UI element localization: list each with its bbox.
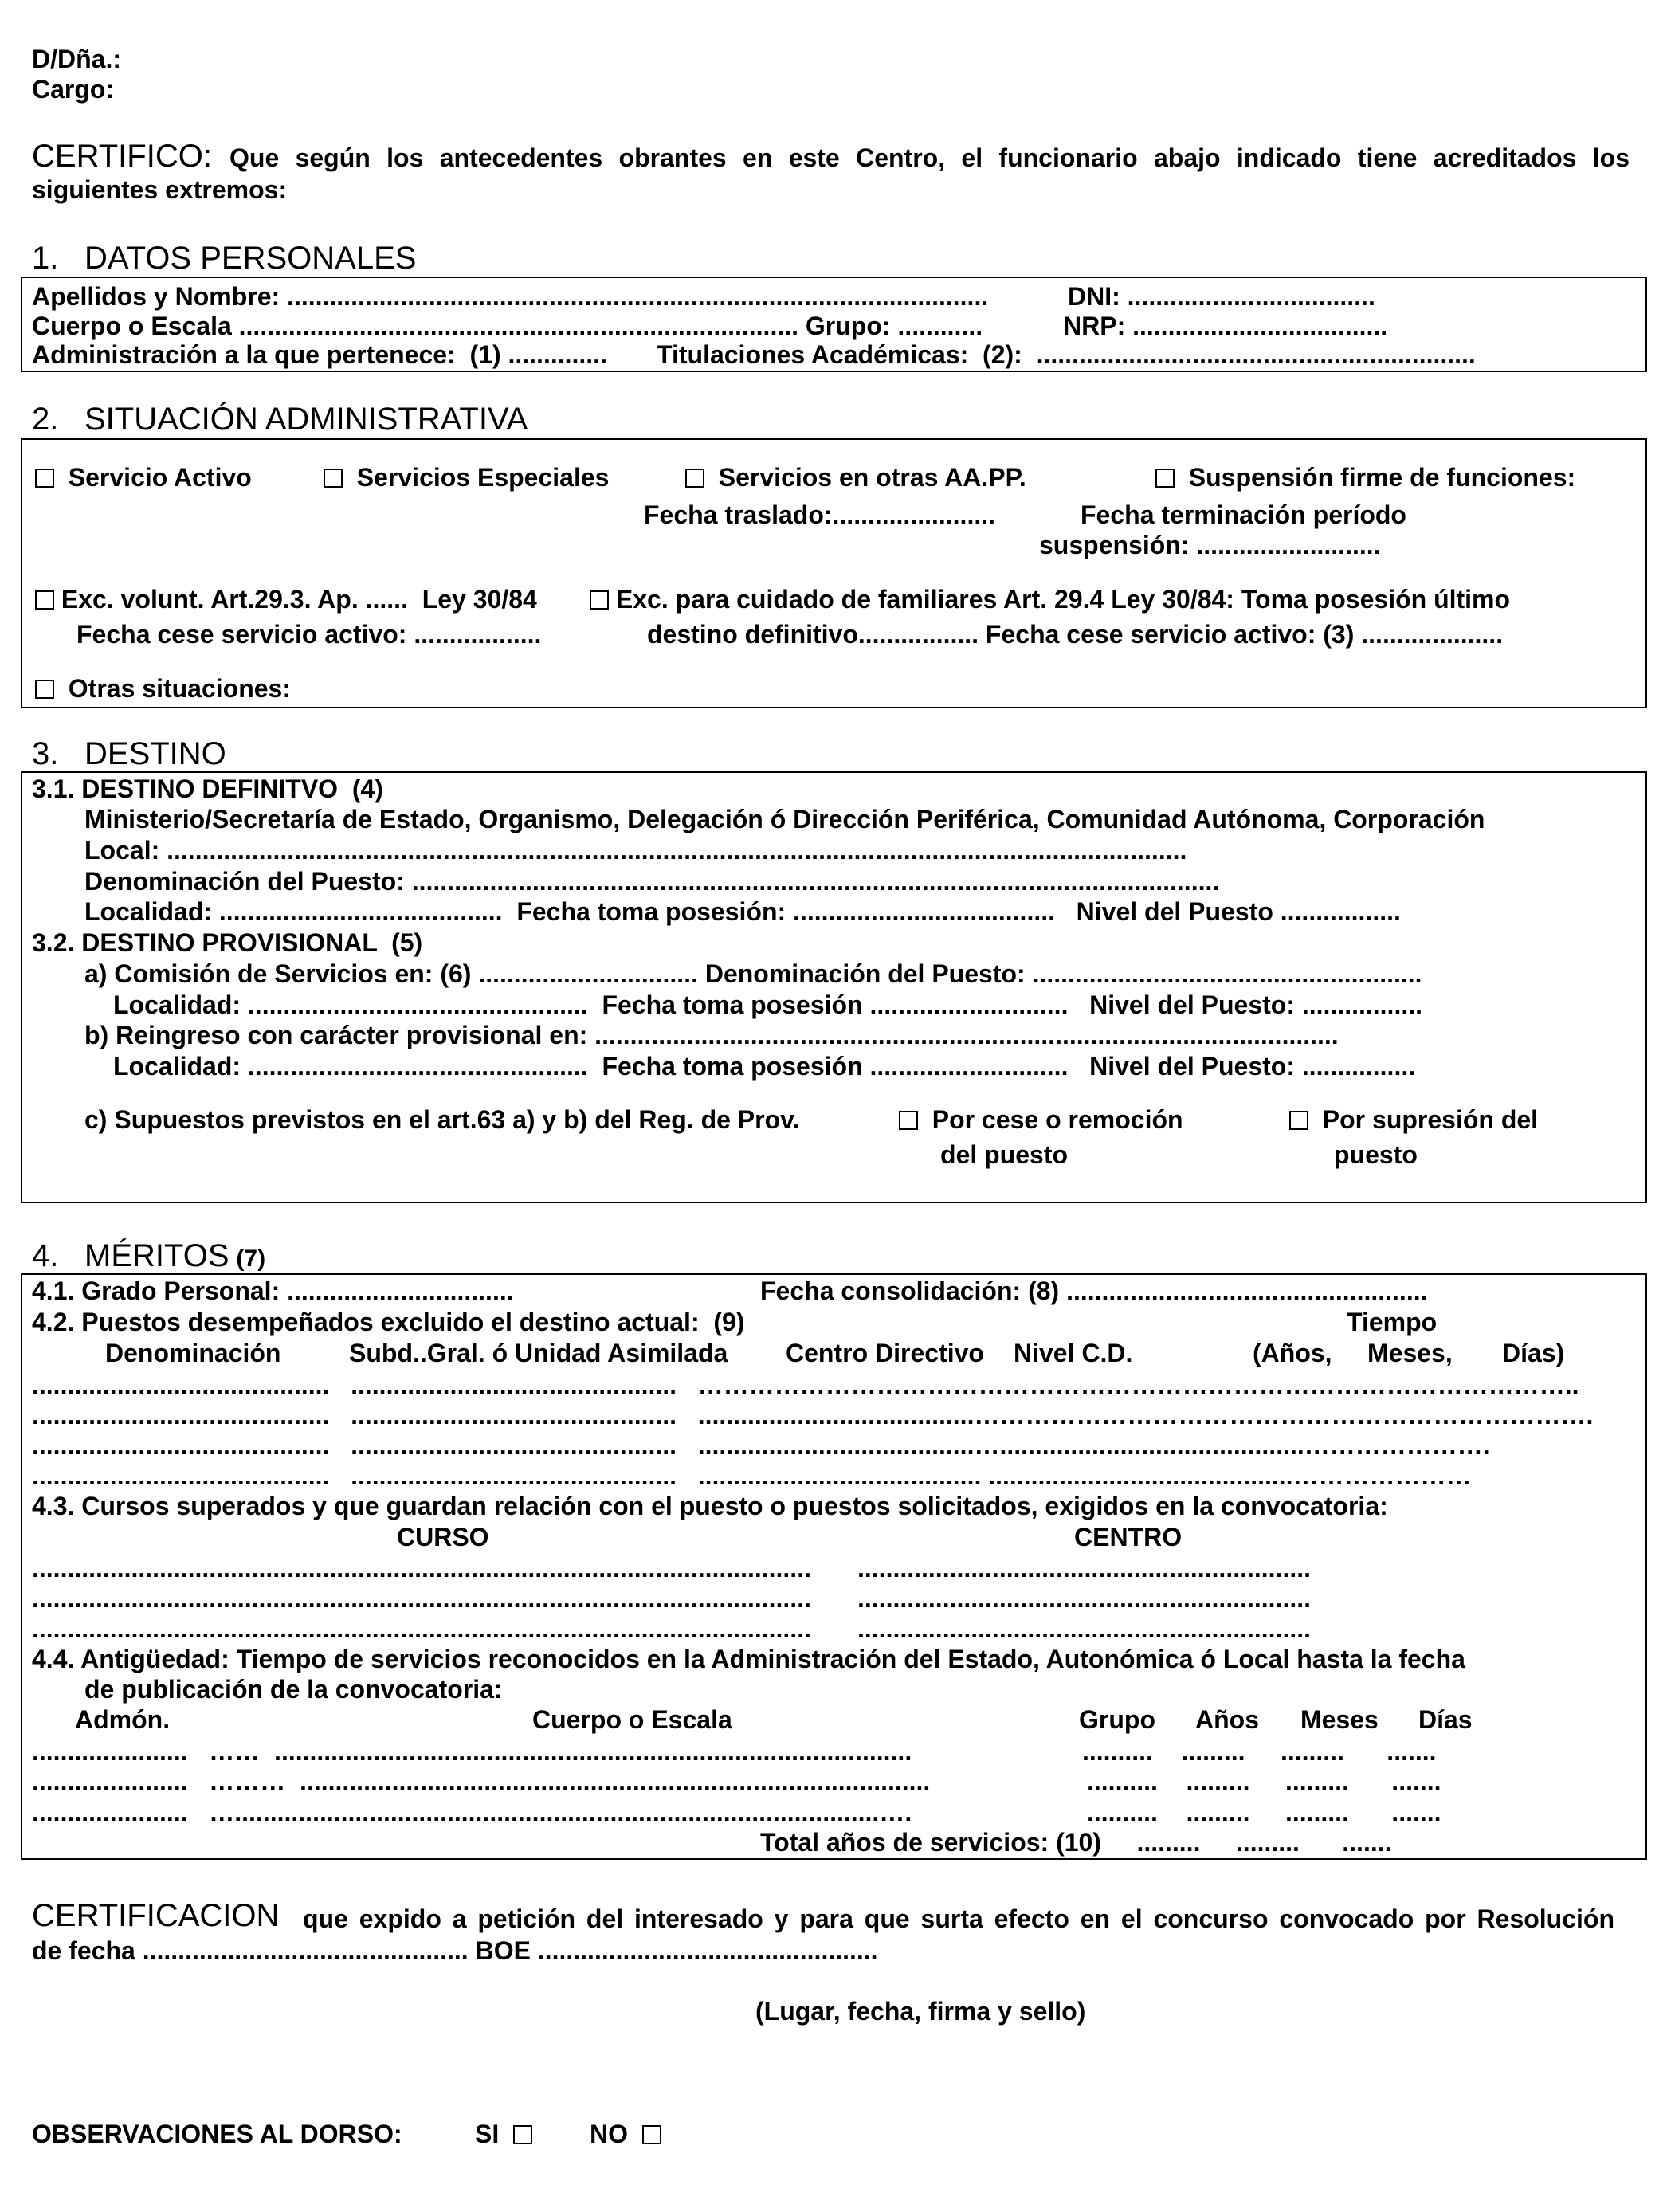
section-3-number: 3. xyxy=(32,736,59,771)
servicios-especiales-label: Servicios Especiales xyxy=(356,463,610,492)
otras-situaciones-label: Otras situaciones: xyxy=(68,674,291,703)
cargo-label: Cargo: xyxy=(32,75,115,104)
suspension-label: Suspensión firme de funciones: xyxy=(1188,463,1576,492)
fecha-consolidacion-field: Fecha consolidación: (8) ................................................... xyxy=(760,1277,1428,1305)
cese-remocion-label: Por cese o remoción xyxy=(932,1105,1183,1134)
obs-no-label: NO xyxy=(590,2120,628,2148)
supresion-label: Por supresión del xyxy=(1322,1105,1539,1134)
puestos-heading: 4.2. Puestos desempeñados excluido el destino actual: (9) xyxy=(32,1308,745,1336)
cursos-heading: 4.3. Cursos superados y que guardan relación con el puesto o puestos solicitados, exigidos en la convocatoria: xyxy=(32,1492,1388,1520)
grado-personal-field: 4.1. Grado Personal: ................................ xyxy=(32,1277,514,1305)
section-4-title: MÉRITOS xyxy=(84,1238,229,1273)
supuestos-label: c) Supuestos previstos en el art.63 a) y b) del Reg. de Prov. xyxy=(84,1105,800,1134)
observaciones-label: OBSERVACIONES AL DORSO: xyxy=(32,2120,402,2148)
denominacion-field: Denominación del Puesto: .................................................................................................................. xyxy=(84,867,1220,896)
checkbox-icon[interactable] xyxy=(35,469,54,488)
checkbox-icon[interactable] xyxy=(590,590,609,610)
section-2-number: 2. xyxy=(32,402,59,437)
col-tiempo: (Años, Meses, Días) xyxy=(1253,1339,1565,1367)
table-row: .......................................... .............................................. .......................................…...........................................…………………. xyxy=(32,1431,1490,1460)
destino-definitivo-field: destino definitivo................. Fecha cese servicio activo: (3) .................... xyxy=(647,620,1504,649)
col-dias: Días xyxy=(1418,1705,1473,1734)
servicio-activo-option[interactable] xyxy=(35,465,252,490)
table-row: ................................................................ xyxy=(857,1614,1311,1643)
administracion-field: Administración a la que pertenece: (1) .............. xyxy=(32,340,607,369)
total-servicios: Total años de servicios: (10) ......... ......... ....... xyxy=(760,1828,1392,1857)
reingreso-field: b) Reingreso con carácter provisional en: ......................................................................................................... xyxy=(84,1021,1339,1049)
dona-label: D/Dña.: xyxy=(32,45,121,73)
suspension-fecha-field: suspensión: .......................... xyxy=(1039,531,1381,559)
checkbox-icon[interactable] xyxy=(35,680,54,699)
exc-voluntaria-option[interactable] xyxy=(35,586,537,612)
section-4-title-wrap xyxy=(84,1240,265,1272)
servicios-especiales-option[interactable] xyxy=(324,465,609,490)
section-1-title: DATOS PERSONALES xyxy=(84,241,417,276)
section-3-title: DESTINO xyxy=(84,736,226,771)
table-row: .............................................................................................................. xyxy=(32,1554,811,1583)
certificacion-label: CERTIFICACION xyxy=(32,1898,280,1933)
supresion-option[interactable] xyxy=(1289,1107,1538,1132)
table-row: .......... ......... ......... ....... xyxy=(1082,1737,1437,1766)
table-row: .......................................... .............................................. .......................................………………………………………………………………. xyxy=(32,1401,1594,1430)
localidad-def-field: Localidad: ........................................ Fecha toma posesión: ..................................... Nivel del Puesto ................. xyxy=(84,897,1401,926)
checkbox-icon[interactable] xyxy=(1289,1111,1308,1130)
antiguedad-heading: 4.4. Antigüedad: Tiempo de servicios reconocidos en la Administración del Estado, Autonómica ó Local hasta la fecha xyxy=(32,1645,1465,1673)
certificacion-fecha: de fecha .............................................. BOE ................................................ xyxy=(32,1936,878,1965)
col-cuerpo: Cuerpo o Escala xyxy=(532,1705,732,1734)
col-meses: Meses xyxy=(1300,1705,1379,1734)
col-denominacion: Denominación xyxy=(105,1339,281,1367)
certifico-label: CERTIFICO: xyxy=(32,139,212,174)
local-field: Local: ................................................................................................................................................ xyxy=(84,836,1187,865)
exc-familiares-option[interactable] xyxy=(590,586,1510,612)
exc-familiares-label: Exc. para cuidado de familiares Art. 29.4 Ley 30/84: Toma posesión último xyxy=(615,585,1511,614)
checkbox-icon[interactable] xyxy=(1155,469,1175,488)
comision-servicios-field: a) Comisión de Servicios en: (6) ............................... Denominación del Puesto: ....................................................... xyxy=(84,959,1422,988)
checkbox-icon[interactable] xyxy=(685,469,704,488)
table-row: .......... ......... ......... ....... xyxy=(1087,1767,1441,1796)
col-grupo: Grupo xyxy=(1079,1705,1155,1734)
table-row: .............................................................................................................. xyxy=(32,1584,811,1613)
col-centro-directivo: Centro Directivo xyxy=(786,1339,984,1367)
titulaciones-field: Titulaciones Académicas: (2): .............................................................. xyxy=(657,340,1476,369)
servicios-otras-option[interactable] xyxy=(685,465,1026,490)
col-anos: Años xyxy=(1195,1705,1259,1734)
certifico-text-2: siguientes extremos: xyxy=(32,175,288,204)
servicio-activo-label: Servicio Activo xyxy=(68,463,252,492)
obs-si-option[interactable] xyxy=(475,2121,532,2147)
checkbox-icon[interactable] xyxy=(35,590,54,610)
antiguedad-heading-2: de publicación de la convocatoria: xyxy=(84,1675,503,1704)
section-4-number: 4. xyxy=(32,1238,59,1273)
section-4-note: (7) xyxy=(236,1245,266,1272)
dni-field: DNI: ................................... xyxy=(1068,282,1375,311)
table-row: ...................... ……… ......................................................................................... xyxy=(32,1767,931,1796)
tiempo-header: Tiempo xyxy=(1347,1308,1438,1336)
cese-remocion-label-2: del puesto xyxy=(940,1140,1069,1169)
otras-situaciones-option[interactable] xyxy=(35,676,291,701)
destino-provisional-heading: 3.2. DESTINO PROVISIONAL (5) xyxy=(32,928,423,957)
fecha-cese-field: Fecha cese servicio activo: .................. xyxy=(76,620,542,649)
checkbox-icon[interactable] xyxy=(324,469,343,488)
obs-no-option[interactable] xyxy=(590,2121,661,2147)
checkbox-icon[interactable] xyxy=(513,2125,532,2144)
table-row: ...................... …...........................................................................................…. xyxy=(32,1798,912,1826)
table-row: .............................................................................................................. xyxy=(32,1614,811,1643)
supresion-label-2: puesto xyxy=(1334,1140,1418,1169)
cese-remocion-option[interactable] xyxy=(899,1107,1183,1132)
certificacion-text: que expido a petición del interesado y para que surta efecto en el concurso convocado por Resolución xyxy=(303,1904,1614,1933)
obs-si-label: SI xyxy=(475,2120,500,2148)
table-row: .......................................... .............................................. ………………………………………………………………………………………….. xyxy=(32,1371,1579,1399)
nrp-field: NRP: .................................... xyxy=(1063,312,1388,340)
col-subdireccion: Subd..Gral. ó Unidad Asimilada xyxy=(349,1339,728,1367)
table-row: .......................................... .............................................. ........................................ ...........................................………………… xyxy=(32,1461,1472,1490)
table-row: .......... ......... ......... ....... xyxy=(1087,1798,1441,1826)
certifico-text: Que según los antecedentes obrantes en este Centro, el funcionario abajo indicado tiene acreditados los xyxy=(229,143,1630,172)
col-admon: Admón. xyxy=(75,1705,171,1734)
fecha-terminacion-label: Fecha terminación período xyxy=(1081,500,1406,529)
table-row: ...................... …… .......................................................................................... xyxy=(32,1737,912,1766)
localidad-reingreso-field: Localidad: ................................................ Fecha toma posesión ............................ Nivel del Puesto: ................ xyxy=(113,1052,1416,1081)
exc-voluntaria-label: Exc. volunt. Art.29.3. Ap. ...... Ley 30/84 xyxy=(61,585,537,614)
section-1-number: 1. xyxy=(32,241,59,276)
checkbox-icon[interactable] xyxy=(642,2125,661,2144)
section-2-title: SITUACIÓN ADMINISTRATIVA xyxy=(84,402,528,437)
curso-header: CURSO xyxy=(397,1523,489,1551)
fecha-traslado-field: Fecha traslado:....................... xyxy=(644,500,995,529)
checkbox-icon[interactable] xyxy=(899,1111,918,1130)
table-row: ................................................................ xyxy=(857,1584,1311,1613)
col-nivel: Nivel C.D. xyxy=(1014,1339,1133,1367)
lugar-fecha-firma: (Lugar, fecha, firma y sello) xyxy=(755,1997,1086,2026)
servicios-otras-label: Servicios en otras AA.PP. xyxy=(718,463,1026,492)
ministerio-label: Ministerio/Secretaría de Estado, Organismo, Delegación ó Dirección Periférica, Comunidad Autónoma, Corporación xyxy=(84,805,1485,833)
localidad-comision-field: Localidad: ................................................ Fecha toma posesión ............................ Nivel del Puesto: ................. xyxy=(113,990,1422,1019)
destino-definitivo-heading: 3.1. DESTINO DEFINITVO (4) xyxy=(32,775,383,803)
table-row: ................................................................ xyxy=(857,1554,1311,1583)
centro-header: CENTRO xyxy=(1074,1523,1183,1551)
apellidos-field: Apellidos y Nombre: ................................................................................................... xyxy=(32,282,989,311)
cuerpo-field: Cuerpo o Escala ............................................................................... Grupo: ............ xyxy=(32,312,983,340)
suspension-option[interactable] xyxy=(1155,465,1575,490)
